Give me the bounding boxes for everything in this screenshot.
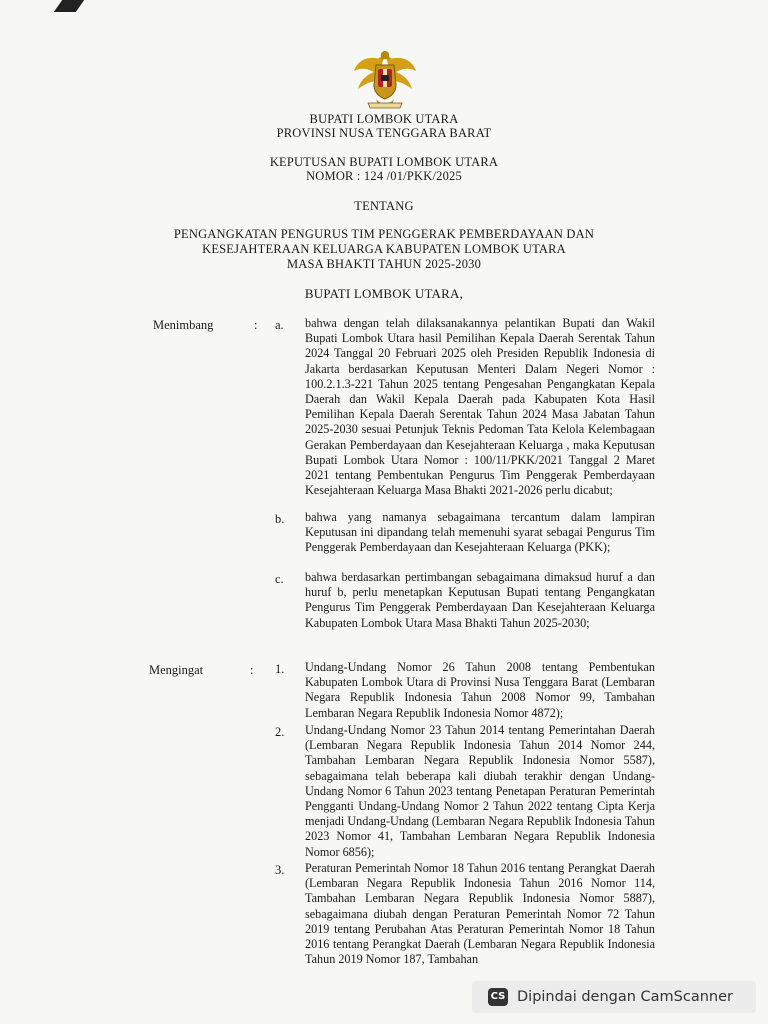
regent-office-title: BUPATI LOMBOK UTARA [309, 112, 459, 126]
letterhead [0, 112, 768, 140]
decree-subject [0, 227, 768, 272]
item-text: bahwa dengan telah dilaksanakannya pelantikan Bupati dan Wakil Bupati Lombok Utara hasil Pemilihan Kepala Daerah Serentak Tahun 2024 Tanggal 20 Februari 2025 oleh Presiden Republik Indonesia di Jakarta berdasarkan Keputusan Menteri Dalam Negeri Nomor : 100.2.1.3-221 Tahun 2025 tentang Pengesahan Pengangkatan Kepala Daerah dan Wakil Kepala Daerah pada Kabupaten Kota Hasil Pemilihan Kepala Daerah Serentak Tahun 2024 Masa Jabatan Tahun 2025-2030 sesuai Petunjuk Teknis Pedoman Tata Kelola Kelembagaan Gerakan Pemberdayaan dan Kesejahteraan Keluarga , maka Keputusan Bupati Lombok Utara Nomor : 100/11/PKK/2021 Tanggal 2 Maret 2021 tentang Pembentukan Pengurus Tim Penggerak Pemberdayaan Kesejahteraan Keluarga Masa Bhakti 2021-2026 perlu dicabut; [305, 316, 655, 498]
subject-line-2: KESEJAHTERAAN KELUARGA KABUPATEN LOMBOK UTARA [202, 242, 566, 256]
decree-title: KEPUTUSAN BUPATI LOMBOK UTARA [269, 155, 499, 169]
decree-heading [0, 155, 768, 183]
subject-line-1: PENGANGKATAN PENGURUS TIM PENGGERAK PEMBERDAYAAN DAN [173, 227, 595, 241]
camscanner-logo-icon: CS [488, 988, 508, 1006]
subject-line-3: MASA BHAKTI TAHUN 2025-2030 [286, 257, 482, 271]
item-text: bahwa berdasarkan pertimbangan sebagaimana dimaksud huruf a dan huruf b, perlu menetapkan Keputusan Bupati tentang Pengangkatan Pengurus Tim Penggerak Pemberdayaan Dan Kesejahteraan Keluarga Kabupaten Lombok Utara Masa Bhakti Tahun 2025-2030; [305, 570, 655, 630]
item-marker: 1. [275, 662, 285, 676]
item-marker: b. [275, 512, 285, 526]
menimbang-colon: : [254, 318, 258, 332]
province-title: PROVINSI NUSA TENGGARA BARAT [276, 126, 492, 140]
item-marker: 3. [275, 863, 285, 877]
regent-label: BUPATI LOMBOK UTARA, [304, 286, 464, 301]
camscanner-watermark [472, 981, 756, 1013]
item-marker: a. [275, 318, 284, 332]
decree-number: NOMOR : 124 /01/PKK/2025 [306, 169, 462, 183]
item-text: bahwa yang namanya sebagaimana tercantum dalam lampiran Keputusan ini dipandang telah memenuhi syarat sebagai Pengurus Tim Penggerak Pemberdayaan dan Kesejahteraan Keluarga (PKK); [305, 510, 655, 555]
scan-corner-mark [54, 0, 84, 12]
item-text: Undang-Undang Nomor 23 Tahun 2014 tentang Pemerintahan Daerah (Lembaran Negara Republik Indonesia Tahun 2014 Nomor 244, Tambahan Lembaran Negara Republik Indonesia Nomor 5587), sebagaimana telah beberapa kali diubah terakhir dengan Undang-Undang Nomor 6 Tahun 2023 tentang Penetapan Peraturan Pemerintah Pengganti Undang-Undang Nomor 2 Tahun 2022 tentang Cipta Kerja menjadi Undang-Undang (Lembaran Negara Republik Indonesia Tahun 2023 Nomor 41, Tambahan Lembaran Negara Republik Indonesia Nomor 6856); [305, 723, 655, 859]
regent-heading [0, 287, 768, 301]
menimbang-label: Menimbang [153, 318, 214, 332]
about-label: TENTANG [354, 199, 414, 213]
item-marker: 2. [275, 725, 285, 739]
about-heading [0, 199, 768, 213]
item-text: Peraturan Pemerintah Nomor 18 Tahun 2016 tentang Perangkat Daerah (Lembaran Negara Republik Indonesia Tahun 2016 Nomor 114, Tambahan Lembaran Negara Republik Indonesia Nomor 5887), sebagaimana diubah dengan Peraturan Pemerintah Nomor 72 Tahun 2019 tentang Perubahan Atas Peraturan Pemerintah Nomor 18 Tahun 2016 tentang Perangkat Daerah (Lembaran Negara Republik Indonesia Tahun 2019 Nomor 187, Tambahan [305, 861, 655, 967]
garuda-emblem-icon [352, 45, 418, 111]
mengingat-label: Mengingat [149, 663, 204, 677]
item-text: Undang-Undang Nomor 26 Tahun 2008 tentang Pembentukan Kabupaten Lombok Utara di Provinsi Nusa Tenggara Barat (Lembaran Negara Republik Indonesia Tahun 2008 Nomor 99, Tambahan Lembaran Negara Republik Indonesia Nomor 4872); [305, 660, 655, 720]
mengingat-colon: : [250, 663, 254, 677]
item-marker: c. [275, 572, 284, 586]
camscanner-label: Dipindai dengan CamScanner [517, 989, 734, 1005]
